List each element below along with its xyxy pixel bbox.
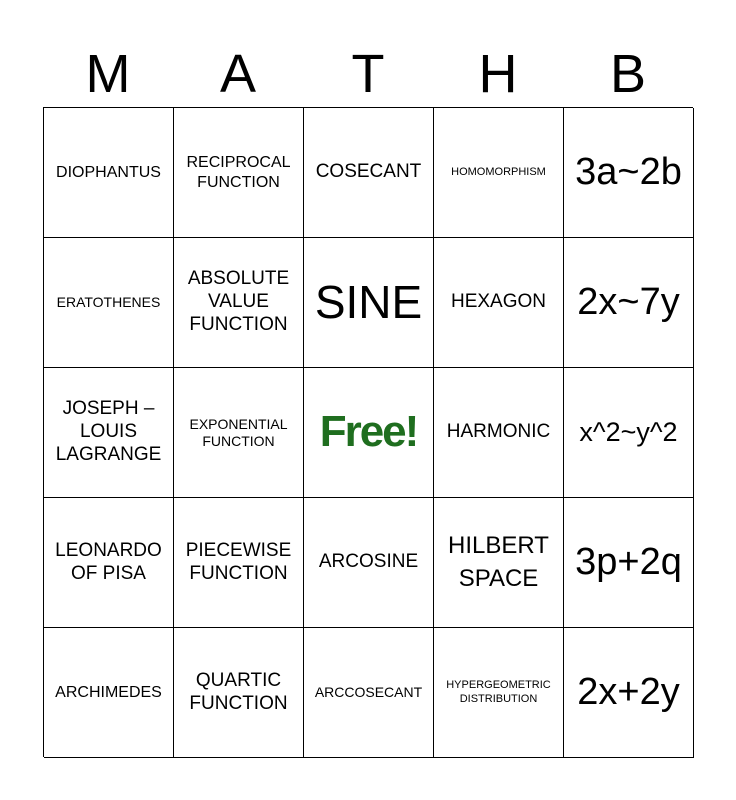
bingo-cell[interactable]: ARCHIMEDES <box>44 628 174 758</box>
bingo-cell[interactable]: 3p+2q <box>564 498 694 628</box>
header-letter-t: T <box>351 44 385 104</box>
free-space[interactable]: Free! <box>304 368 434 498</box>
bingo-cell[interactable]: 3a~2b <box>564 108 694 238</box>
bingo-cell[interactable]: ERATOTHENES <box>44 238 174 368</box>
bingo-cell[interactable]: HARMONIC <box>434 368 564 498</box>
bingo-cell[interactable]: COSECANT <box>304 108 434 238</box>
bingo-cell[interactable]: HYPERGEOMETRIC DISTRIBUTION <box>434 628 564 758</box>
bingo-cell[interactable]: DIOPHANTUS <box>44 108 174 238</box>
bingo-cell[interactable]: PIECEWISE FUNCTION <box>174 498 304 628</box>
bingo-cell[interactable]: JOSEPH – LOUIS LAGRANGE <box>44 368 174 498</box>
header-letter-h: H <box>478 44 518 104</box>
bingo-header <box>43 40 693 108</box>
bingo-cell[interactable]: RECIPROCAL FUNCTION <box>174 108 304 238</box>
bingo-cell[interactable]: SINE <box>304 238 434 368</box>
bingo-board <box>43 107 693 757</box>
bingo-cell[interactable]: ARCOSINE <box>304 498 434 628</box>
header-letter-m: M <box>85 44 131 104</box>
bingo-cell[interactable]: 2x~7y <box>564 238 694 368</box>
bingo-cell[interactable]: LEONARDO OF PISA <box>44 498 174 628</box>
bingo-cell[interactable]: ABSOLUTE VALUE FUNCTION <box>174 238 304 368</box>
bingo-cell[interactable]: HILBERT SPACE <box>434 498 564 628</box>
bingo-cell[interactable]: HOMOMORPHISM <box>434 108 564 238</box>
header-letter-a: A <box>219 44 257 104</box>
bingo-cell[interactable]: ARCCOSECANT <box>304 628 434 758</box>
bingo-cell[interactable]: EXPONENTIAL FUNCTION <box>174 368 304 498</box>
bingo-cell[interactable]: QUARTIC FUNCTION <box>174 628 304 758</box>
bingo-cell[interactable]: x^2~y^2 <box>564 368 694 498</box>
bingo-cell[interactable]: HEXAGON <box>434 238 564 368</box>
bingo-cell[interactable]: 2x+2y <box>564 628 694 758</box>
header-letter-b: B <box>609 44 647 104</box>
